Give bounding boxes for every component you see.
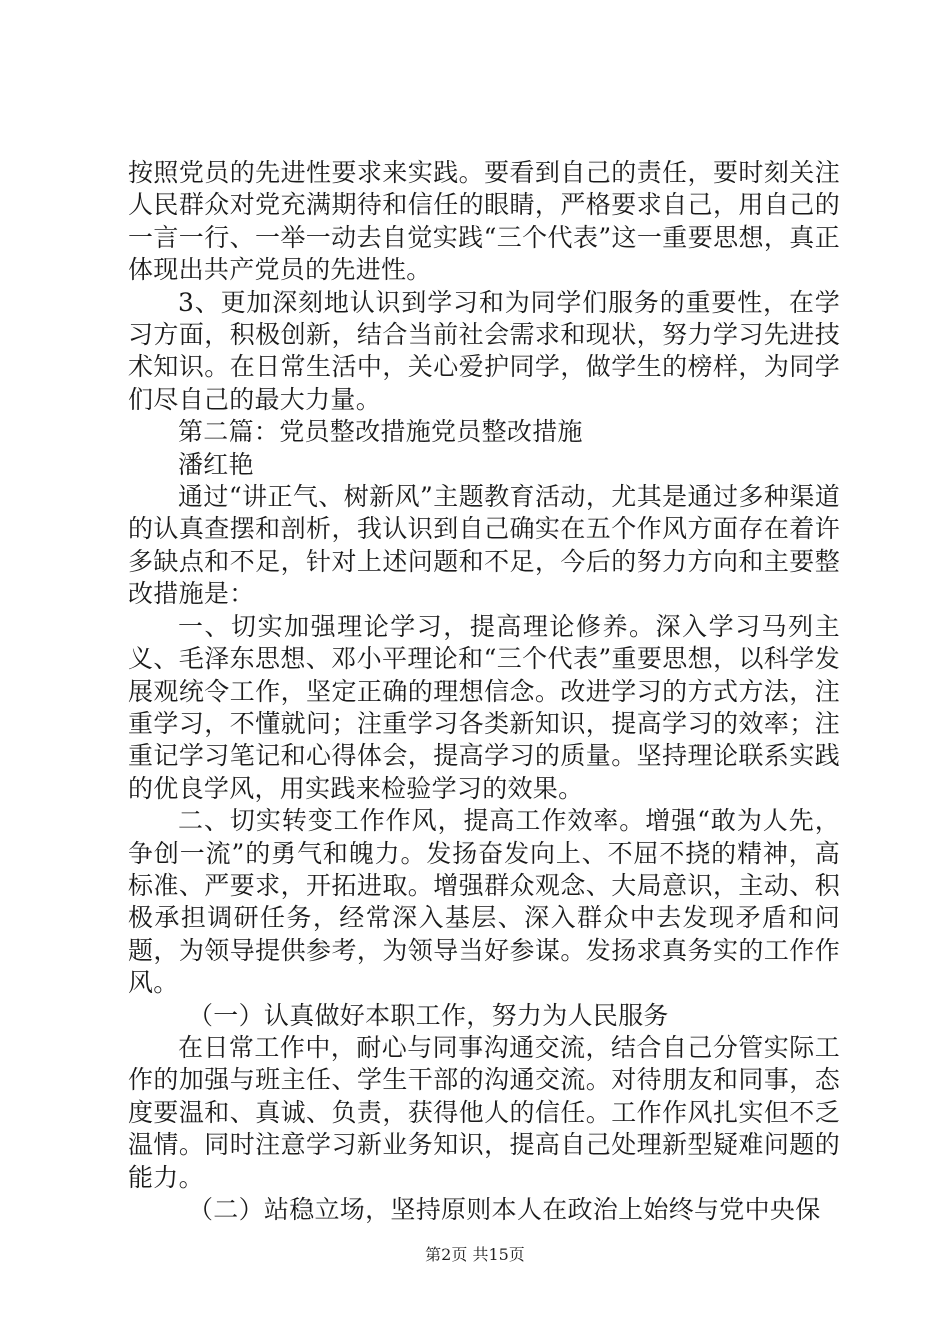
- paragraph-continuation: 按照党员的先进性要求来实践。要看到自己的责任，要时刻关注人民群众对党充满期待和信任的眼睛，严格要求自己，用自己的一言一行、一举一动去自觉实践“三个代表”这一重要思想，真正体现出共产党员的先进性。: [128, 158, 840, 285]
- subheading-1: （一）认真做好本职工作，努力为人民服务: [188, 1000, 669, 1030]
- paragraph-measure-2: 二、切实转变工作作风，提高工作效率。增强“敢为人先，争创一流”的勇气和魄力。发扬奋发向上、不屈不挠的精神，高标准、严要求，开拓进取。增强群众观念、大局意识，主动、积极承担调研任务，经常深入基层、深入群众中去发现矛盾和问题，为领导提供参考，为领导当好参谋。发扬求真务实的工作作风。: [128, 806, 840, 998]
- paragraph-measure-1: 一、切实加强理论学习，提高理论修养。深入学习马列主义、毛泽东思想、邓小平理论和“三个代表”重要思想，以科学发展观统令工作，坚定正确的理想信念。改进学习的方式方法，注重学习，不懂就问；注重学习各类新知识，提高学习的效率；注重记学习笔记和心得体会，提高学习的质量。坚持理论联系实践的优良学风，用实践来检验学习的效果。: [128, 611, 840, 803]
- section-heading: 第二篇：党员整改措施党员整改措施: [178, 417, 583, 447]
- page-number: 第2页 共15页: [425, 1245, 525, 1264]
- paragraph-work: 在日常工作中，耐心与同事沟通交流，结合自己分管实际工作的加强与班主任、学生干部的沟通交流。对待朋友和同事，态度要温和、真诚、负责，获得他人的信任。工作作风扎实但不乏温情。同时注意学习新业务知识，提高自己处理新型疑难问题的能力。: [128, 1032, 840, 1192]
- subheading-2: （二）站稳立场，坚持原则本人在政治上始终与党中央保: [188, 1195, 821, 1224]
- paragraph-point-3: 3、更加深刻地认识到学习和为同学们服务的重要性，在学习方面，积极创新，结合当前社会需求和现状，努力学习先进技术知识。在日常生活中，关心爱护同学，做学生的榜样，为同学们尽自己的最大力量。: [128, 287, 840, 414]
- document-body: [128, 157, 840, 1226]
- author-name: 潘红艳: [178, 449, 254, 479]
- paragraph-intro: 通过“讲正气、树新风”主题教育活动，尤其是通过多种渠道的认真查摆和剖析，我认识到自己确实在五个作风方面存在着许多缺点和不足，针对上述问题和不足，今后的努力方向和主要整改措施是：: [128, 482, 840, 609]
